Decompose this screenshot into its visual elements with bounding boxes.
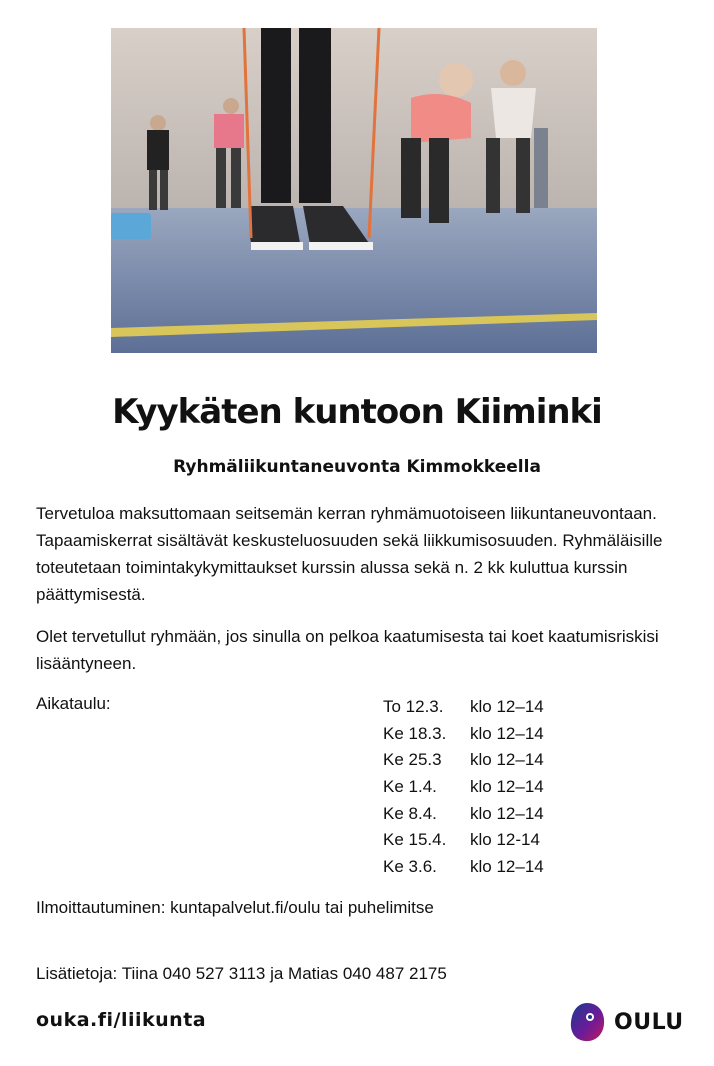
schedule-date: To 12.3. bbox=[383, 697, 444, 716]
schedule-row bbox=[383, 721, 544, 748]
schedule-time: klo 12–14 bbox=[470, 697, 544, 716]
oulu-logo-text: OULU bbox=[614, 1009, 684, 1035]
schedule-label: Aikataulu: bbox=[36, 694, 111, 713]
page-title: Kyykäten kuntoon Kiiminki bbox=[112, 392, 602, 432]
schedule-time: klo 12–14 bbox=[470, 777, 544, 797]
eligibility-paragraph: Olet tervetullut ryhmään, jos sinulla on pelkoa kaatumisesta tai koet kaatumisriskisi lisääntyneen. bbox=[36, 627, 659, 673]
schedule-time: klo 12–14 bbox=[470, 857, 544, 877]
schedule-date: Ke 25.3 bbox=[383, 750, 442, 770]
schedule-row bbox=[383, 694, 544, 721]
schedule-time: klo 12-14 bbox=[470, 830, 540, 850]
website-link[interactable]: ouka.fi/liikunta bbox=[36, 1009, 207, 1031]
intro-paragraph: Tervetuloa maksuttomaan seitsemän kerran ryhmämuotoiseen liikuntaneuvontaan. Tapaamiskerrat sisältävät keskusteluosuuden sekä liikkumisosuuden. Ryhmäläisille toteutetaan toimintakykymittaukset kurssin alussa sekä n. 2 kk kuluttua kurssin päättymisestä. bbox=[36, 504, 663, 604]
schedule-date: Ke 8.4. bbox=[383, 803, 437, 823]
page-subtitle: Ryhmäliikuntaneuvonta Kimmokkeella bbox=[173, 457, 541, 477]
schedule-row bbox=[383, 854, 544, 881]
oulu-logo bbox=[568, 1001, 684, 1043]
exercise-group-photo bbox=[111, 28, 597, 353]
schedule-row bbox=[383, 801, 544, 828]
schedule-row bbox=[383, 747, 544, 774]
schedule-row bbox=[383, 827, 544, 854]
schedule-date: Ke 18.3. bbox=[383, 723, 447, 743]
schedule-date: Ke 1.4. bbox=[383, 777, 437, 797]
schedule-time: klo 12–14 bbox=[470, 803, 544, 823]
schedule-row bbox=[383, 774, 544, 801]
schedule-list bbox=[383, 694, 544, 881]
schedule-time: klo 12–14 bbox=[470, 750, 544, 770]
registration-text: Ilmoittautuminen: kuntapalvelut.fi/oulu tai puhelimitse bbox=[36, 898, 434, 917]
contact-info: Lisätietoja: Tiina 040 527 3113 ja Matias 040 487 2175 bbox=[36, 964, 447, 983]
schedule-date: Ke 15.4. bbox=[383, 830, 447, 850]
oulu-logo-icon bbox=[568, 1001, 606, 1043]
schedule-date: Ke 3.6. bbox=[383, 857, 437, 877]
schedule-time: klo 12–14 bbox=[470, 723, 544, 743]
